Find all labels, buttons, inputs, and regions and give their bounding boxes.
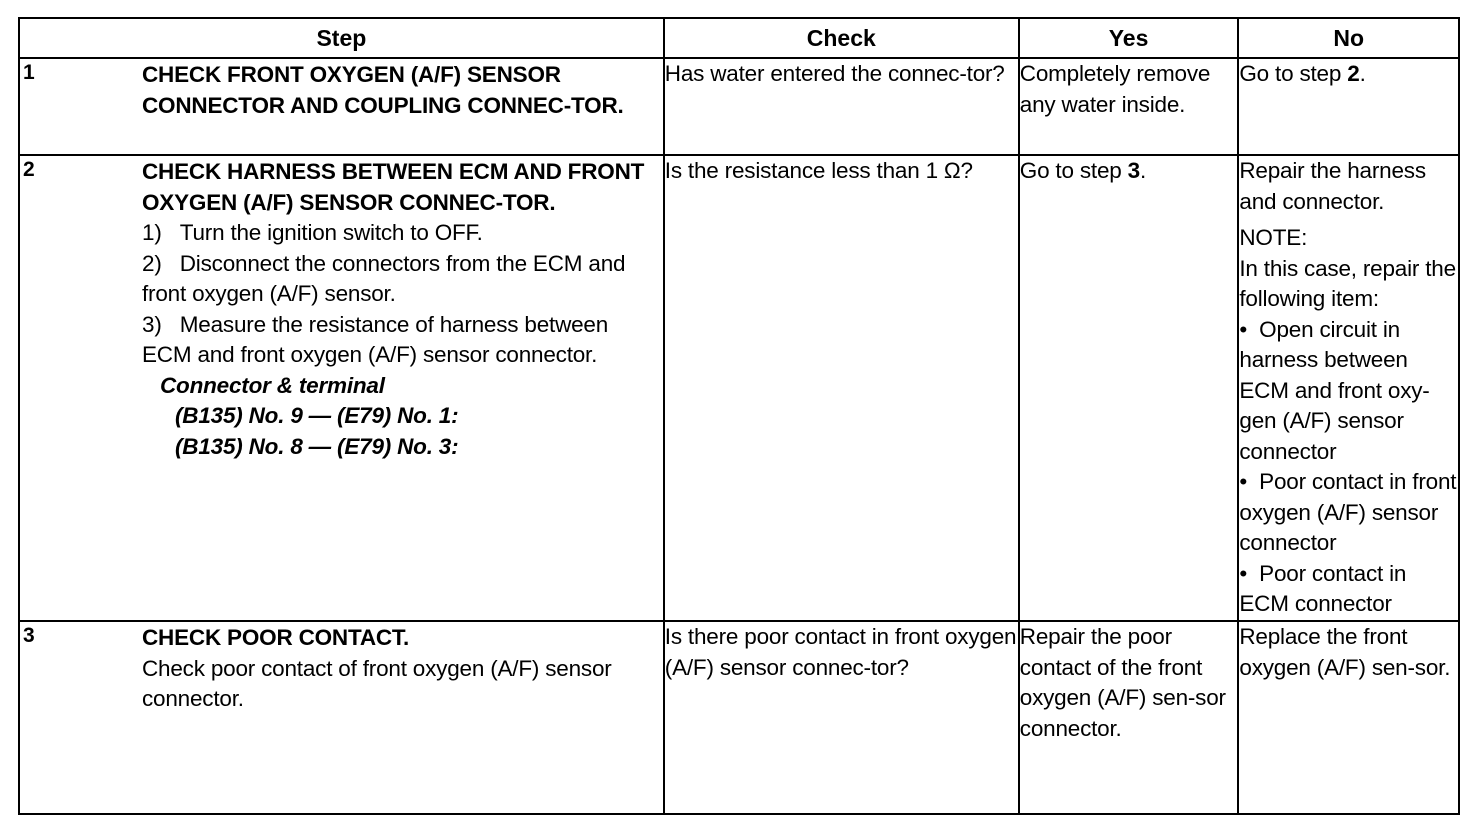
diagnostic-table [18,17,1460,815]
header-row [19,18,1459,58]
header-check: Check [664,18,1019,58]
note-bullet-item: • Open circuit in harness between ECM and front oxy-gen (A/F) sensor connector [1239,315,1458,468]
header-yes: Yes [1019,18,1239,58]
step-title: CHECK HARNESS BETWEEN ECM AND FRONT OXYGEN (A/F) SENSOR CONNEC-TOR. [142,159,645,215]
yes-text-suffix: . [1139,158,1147,183]
check-cell [664,58,1019,155]
table-row [19,58,1459,155]
no-text-suffix: . [1359,61,1366,86]
table-row [19,621,1459,814]
terminal-pair-2: (B135) No. 8 — (E79) No. 3: [175,433,459,459]
step-number: 1 [23,61,35,84]
step-cell [19,621,664,814]
note-text: In this case, repair the following item: [1239,255,1456,311]
header-step: Step [19,18,664,58]
no-main-text: Repair the harness and connector. [1239,158,1426,214]
no-text-prefix: Go to step [1239,61,1348,86]
note-label: NOTE: [1239,225,1308,250]
no-cell [1238,155,1459,621]
terminal-pair-1: (B135) No. 9 — (E79) No. 1: [175,403,459,428]
check-cell [664,621,1019,814]
step-cell [19,58,664,155]
yes-text-prefix: Go to step [1019,158,1128,183]
check-text: Is there poor contact in front oxygen (A/F) sensor connec-tor? [664,624,1017,680]
step-cell [19,155,664,621]
yes-step-number: 3 [1127,158,1140,183]
table-row [19,155,1459,621]
note-bullet-item: • Poor contact in front oxygen (A/F) sensor connector [1239,467,1458,559]
step-number: 2 [23,158,35,181]
header-no: No [1238,18,1459,58]
connector-terminal-label: Connector & terminal [160,372,385,398]
yes-cell [1019,58,1239,155]
step-description: Check poor contact of front oxygen (A/F) sensor connector. [142,655,612,711]
step-title: CHECK POOR CONTACT. [142,625,410,650]
step-title: CHECK FRONT OXYGEN (A/F) SENSOR CONNECTOR AND COUPLING CONNEC-TOR. [142,62,624,118]
no-cell [1238,621,1459,814]
check-text: Is the resistance less than 1 Ω? [664,158,973,183]
yes-cell [1019,155,1239,621]
instruction-1: 1) Turn the ignition switch to OFF. [142,220,483,245]
yes-text: Completely remove any water inside. [1019,61,1211,117]
check-text: Has water entered the connec-tor? [664,61,1005,86]
instruction-3: 3) Measure the resistance of harness between ECM and front oxygen (A/F) sensor connector. [142,311,609,367]
step-number: 3 [23,624,35,647]
no-text: Replace the front oxygen (A/F) sen-sor. [1239,624,1451,680]
instruction-2: 2) Disconnect the connectors from the ECM and front oxygen (A/F) sensor. [142,250,626,306]
no-step-number: 2 [1347,61,1360,86]
note-bullet-item: • Poor contact in ECM connector [1239,559,1458,620]
yes-cell [1019,621,1239,814]
check-cell [664,155,1019,621]
yes-text: Repair the poor contact of the front oxygen (A/F) sen-sor connector. [1019,624,1226,741]
no-cell [1238,58,1459,155]
